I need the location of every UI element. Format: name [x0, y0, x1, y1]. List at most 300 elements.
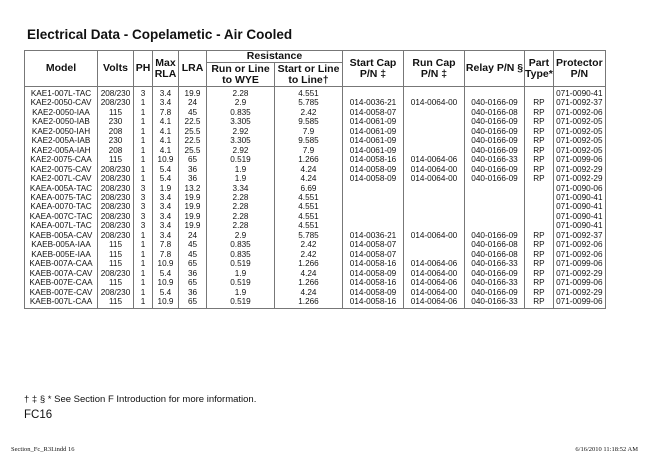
- cell-run-cap: [404, 212, 465, 221]
- cell-protector: 071-0092-05: [553, 146, 605, 155]
- table-row: [25, 108, 606, 117]
- cell-lra: 22.5: [179, 117, 207, 126]
- cell-run-resistance: 3.34: [207, 184, 275, 193]
- cell-lra: 65: [179, 297, 207, 309]
- cell-start-resistance: 4.551: [275, 212, 343, 221]
- cell-run-cap: [404, 193, 465, 202]
- table-row: [25, 136, 606, 145]
- cell-start-resistance: 1.266: [275, 278, 343, 287]
- cell-part-type: RP: [525, 297, 554, 309]
- cell-max-rla: 3.4: [153, 212, 179, 221]
- cell-lra: 65: [179, 278, 207, 287]
- cell-volts: 115: [98, 278, 134, 287]
- cell-max-rla: 4.1: [153, 117, 179, 126]
- cell-relay: 040-0166-33: [465, 278, 525, 287]
- page-title: Electrical Data - Copelametic - Air Cooled: [27, 27, 293, 42]
- cell-run-cap: [404, 202, 465, 211]
- cell-model: KAEB-005E-IAA: [25, 250, 98, 259]
- col-header-relay: Relay P/N §: [465, 51, 525, 87]
- cell-model: KAEB-005A-CAV: [25, 231, 98, 240]
- cell-lra: 19.9: [179, 193, 207, 202]
- cell-protector: 071-0099-06: [553, 259, 605, 268]
- cell-max-rla: 3.4: [153, 87, 179, 99]
- cell-run-resistance: 2.92: [207, 146, 275, 155]
- cell-lra: 36: [179, 165, 207, 174]
- cell-lra: 22.5: [179, 136, 207, 145]
- cell-run-cap: [404, 146, 465, 155]
- cell-model: KAEB-007E-CAV: [25, 288, 98, 297]
- cell-ph: 1: [134, 297, 153, 309]
- cell-ph: 3: [134, 87, 153, 99]
- cell-max-rla: 3.4: [153, 98, 179, 107]
- cell-lra: 36: [179, 174, 207, 183]
- cell-ph: 1: [134, 278, 153, 287]
- cell-protector: 071-0099-06: [553, 278, 605, 287]
- cell-start-cap: [343, 87, 404, 99]
- cell-relay: 040-0166-09: [465, 269, 525, 278]
- cell-start-cap: 014-0058-09: [343, 288, 404, 297]
- cell-run-cap: 014-0064-00: [404, 98, 465, 107]
- cell-start-cap: 014-0061-09: [343, 136, 404, 145]
- cell-max-rla: 3.4: [153, 221, 179, 230]
- print-footer-timestamp: 6/16/2010 11:18:52 AM: [575, 446, 638, 453]
- cell-max-rla: 5.4: [153, 288, 179, 297]
- cell-part-type: RP: [525, 174, 554, 183]
- cell-volts: 230: [98, 117, 134, 126]
- cell-run-cap: 014-0064-06: [404, 155, 465, 164]
- cell-start-cap: 014-0058-07: [343, 250, 404, 259]
- cell-part-type: RP: [525, 108, 554, 117]
- cell-model: KAEB-007A-CAV: [25, 269, 98, 278]
- cell-start-cap: 014-0036-21: [343, 231, 404, 240]
- cell-run-cap: 014-0064-00: [404, 231, 465, 240]
- cell-part-type: RP: [525, 231, 554, 240]
- col-header-max-rla: Max RLA: [153, 51, 179, 87]
- cell-protector: 071-0090-41: [553, 193, 605, 202]
- table-row: [25, 221, 606, 230]
- cell-lra: 19.9: [179, 212, 207, 221]
- cell-model: KAE1-007L-TAC: [25, 87, 98, 99]
- col-header-part-type: Part Type*: [525, 51, 554, 87]
- cell-start-cap: [343, 212, 404, 221]
- cell-start-resistance: 1.266: [275, 155, 343, 164]
- cell-relay: [465, 202, 525, 211]
- cell-run-cap: 014-0064-06: [404, 297, 465, 309]
- cell-ph: 1: [134, 240, 153, 249]
- cell-part-type: RP: [525, 288, 554, 297]
- cell-max-rla: 4.1: [153, 146, 179, 155]
- cell-volts: 208/230: [98, 184, 134, 193]
- cell-relay: 040-0166-33: [465, 297, 525, 309]
- cell-max-rla: 10.9: [153, 297, 179, 309]
- cell-run-resistance: 3.305: [207, 117, 275, 126]
- cell-protector: 071-0092-29: [553, 174, 605, 183]
- cell-protector: 071-0092-37: [553, 98, 605, 107]
- col-header-run-cap: Run Cap P/N ‡: [404, 51, 465, 87]
- cell-run-resistance: 0.835: [207, 240, 275, 249]
- cell-ph: 1: [134, 165, 153, 174]
- cell-relay: [465, 221, 525, 230]
- cell-relay: 040-0166-09: [465, 146, 525, 155]
- cell-run-cap: 014-0064-00: [404, 269, 465, 278]
- cell-run-resistance: 0.519: [207, 259, 275, 268]
- cell-part-type: RP: [525, 250, 554, 259]
- cell-max-rla: 3.4: [153, 231, 179, 240]
- cell-part-type: RP: [525, 117, 554, 126]
- cell-relay: 040-0166-09: [465, 174, 525, 183]
- cell-relay: 040-0166-09: [465, 117, 525, 126]
- cell-ph: 3: [134, 193, 153, 202]
- cell-ph: 1: [134, 98, 153, 107]
- cell-volts: 115: [98, 250, 134, 259]
- cell-protector: 071-0099-06: [553, 155, 605, 164]
- table-row: [25, 98, 606, 107]
- cell-model: KAEA-007C-TAC: [25, 212, 98, 221]
- cell-protector: 071-0092-05: [553, 117, 605, 126]
- cell-volts: 208/230: [98, 269, 134, 278]
- cell-volts: 115: [98, 297, 134, 309]
- cell-protector: 071-0092-06: [553, 108, 605, 117]
- cell-lra: 36: [179, 269, 207, 278]
- cell-ph: 1: [134, 155, 153, 164]
- cell-volts: 115: [98, 259, 134, 268]
- cell-max-rla: 1.9: [153, 184, 179, 193]
- cell-start-resistance: 2.42: [275, 240, 343, 249]
- cell-run-resistance: 0.519: [207, 155, 275, 164]
- cell-start-resistance: 4.551: [275, 202, 343, 211]
- cell-lra: 24: [179, 98, 207, 107]
- cell-run-resistance: 0.519: [207, 278, 275, 287]
- cell-model: KAEB-007L-CAA: [25, 297, 98, 309]
- table-row: [25, 165, 606, 174]
- cell-run-cap: [404, 184, 465, 193]
- cell-run-resistance: 3.305: [207, 136, 275, 145]
- cell-part-type: RP: [525, 278, 554, 287]
- cell-max-rla: 7.8: [153, 250, 179, 259]
- cell-protector: 071-0092-29: [553, 165, 605, 174]
- cell-run-resistance: 2.28: [207, 193, 275, 202]
- cell-relay: [465, 212, 525, 221]
- cell-relay: 040-0166-08: [465, 250, 525, 259]
- cell-start-cap: [343, 221, 404, 230]
- cell-relay: 040-0166-09: [465, 127, 525, 136]
- cell-run-cap: 014-0064-00: [404, 165, 465, 174]
- cell-run-cap: 014-0064-00: [404, 174, 465, 183]
- cell-protector: 071-0090-41: [553, 87, 605, 99]
- cell-ph: 3: [134, 212, 153, 221]
- cell-ph: 1: [134, 288, 153, 297]
- cell-max-rla: 7.8: [153, 240, 179, 249]
- cell-relay: 040-0166-33: [465, 155, 525, 164]
- cell-lra: 19.9: [179, 221, 207, 230]
- cell-lra: 65: [179, 155, 207, 164]
- table-body: [25, 87, 606, 309]
- cell-protector: 071-0092-05: [553, 136, 605, 145]
- cell-start-resistance: 9.585: [275, 117, 343, 126]
- table-row: [25, 117, 606, 126]
- cell-start-resistance: 5.785: [275, 231, 343, 240]
- cell-start-cap: [343, 193, 404, 202]
- cell-volts: 208: [98, 146, 134, 155]
- cell-run-cap: [404, 221, 465, 230]
- cell-protector: 071-0092-05: [553, 127, 605, 136]
- print-footer-file: Section_Fc_R3I.indd 16: [11, 446, 75, 453]
- cell-run-cap: [404, 127, 465, 136]
- cell-start-cap: 014-0061-09: [343, 127, 404, 136]
- cell-start-resistance: 4.551: [275, 193, 343, 202]
- table-row: [25, 155, 606, 164]
- cell-model: KAE2-0050-IAH: [25, 127, 98, 136]
- cell-start-resistance: 4.24: [275, 174, 343, 183]
- cell-volts: 208/230: [98, 212, 134, 221]
- cell-relay: 040-0166-08: [465, 240, 525, 249]
- cell-protector: 071-0090-41: [553, 212, 605, 221]
- cell-max-rla: 10.9: [153, 278, 179, 287]
- cell-model: KAE2-007L-CAV: [25, 174, 98, 183]
- cell-max-rla: 7.8: [153, 108, 179, 117]
- cell-start-cap: [343, 202, 404, 211]
- cell-part-type: RP: [525, 127, 554, 136]
- footnote: † ‡ § * See Section F Introduction for more information.: [24, 394, 257, 405]
- table-row: [25, 202, 606, 211]
- cell-part-type: RP: [525, 136, 554, 145]
- cell-model: KAE2-0050-IAB: [25, 117, 98, 126]
- cell-lra: 13.2: [179, 184, 207, 193]
- cell-start-resistance: 9.585: [275, 136, 343, 145]
- cell-lra: 19.9: [179, 202, 207, 211]
- cell-start-cap: 014-0058-07: [343, 108, 404, 117]
- cell-protector: 071-0092-06: [553, 250, 605, 259]
- cell-run-resistance: 0.519: [207, 297, 275, 309]
- cell-part-type: [525, 184, 554, 193]
- cell-volts: 208/230: [98, 193, 134, 202]
- cell-start-cap: 014-0058-09: [343, 165, 404, 174]
- cell-run-resistance: 1.9: [207, 288, 275, 297]
- table-row: [25, 231, 606, 240]
- cell-start-cap: 014-0058-07: [343, 240, 404, 249]
- cell-protector: 071-0092-29: [553, 269, 605, 278]
- cell-max-rla: 10.9: [153, 259, 179, 268]
- col-header-run-or-line-to-wye: Run or Line to WYE: [207, 63, 275, 87]
- cell-lra: 36: [179, 288, 207, 297]
- cell-run-cap: [404, 240, 465, 249]
- table-row: [25, 212, 606, 221]
- cell-run-cap: [404, 117, 465, 126]
- cell-ph: 1: [134, 127, 153, 136]
- cell-part-type: [525, 212, 554, 221]
- cell-max-rla: 10.9: [153, 155, 179, 164]
- cell-ph: 3: [134, 184, 153, 193]
- cell-model: KAE2-0050-IAA: [25, 108, 98, 117]
- cell-start-cap: 014-0061-09: [343, 117, 404, 126]
- cell-start-resistance: 7.9: [275, 127, 343, 136]
- cell-ph: 3: [134, 221, 153, 230]
- cell-protector: 071-0099-06: [553, 297, 605, 309]
- cell-start-resistance: 4.551: [275, 87, 343, 99]
- cell-start-cap: 014-0058-16: [343, 278, 404, 287]
- cell-max-rla: 5.4: [153, 174, 179, 183]
- cell-run-resistance: 0.835: [207, 108, 275, 117]
- cell-run-resistance: 2.28: [207, 221, 275, 230]
- cell-part-type: RP: [525, 98, 554, 107]
- cell-run-cap: [404, 136, 465, 145]
- cell-part-type: RP: [525, 259, 554, 268]
- cell-model: KAEB-007E-CAA: [25, 278, 98, 287]
- cell-relay: 040-0166-09: [465, 231, 525, 240]
- cell-start-cap: 014-0058-16: [343, 297, 404, 309]
- cell-volts: 208/230: [98, 221, 134, 230]
- col-header-volts: Volts: [98, 51, 134, 87]
- cell-ph: 1: [134, 231, 153, 240]
- cell-lra: 45: [179, 240, 207, 249]
- cell-volts: 208/230: [98, 231, 134, 240]
- cell-start-resistance: 4.551: [275, 221, 343, 230]
- cell-ph: 1: [134, 259, 153, 268]
- cell-model: KAEA-0075-TAC: [25, 193, 98, 202]
- cell-protector: 071-0090-41: [553, 221, 605, 230]
- cell-model: KAE2-0075-CAV: [25, 165, 98, 174]
- cell-part-type: RP: [525, 240, 554, 249]
- cell-start-cap: 014-0058-09: [343, 174, 404, 183]
- table-row: [25, 240, 606, 249]
- table-row: [25, 297, 606, 309]
- cell-volts: 115: [98, 108, 134, 117]
- table-row: [25, 184, 606, 193]
- cell-model: KAE2-005A-IAH: [25, 146, 98, 155]
- col-header-lra: LRA: [179, 51, 207, 87]
- cell-lra: 19.9: [179, 87, 207, 99]
- cell-lra: 65: [179, 259, 207, 268]
- electrical-data-table: [24, 50, 606, 309]
- cell-part-type: RP: [525, 165, 554, 174]
- cell-protector: 071-0092-29: [553, 288, 605, 297]
- cell-start-resistance: 1.266: [275, 259, 343, 268]
- cell-lra: 45: [179, 250, 207, 259]
- cell-run-resistance: 2.28: [207, 212, 275, 221]
- cell-run-resistance: 1.9: [207, 165, 275, 174]
- cell-start-cap: 014-0061-09: [343, 146, 404, 155]
- cell-run-cap: [404, 108, 465, 117]
- cell-part-type: RP: [525, 155, 554, 164]
- cell-model: KAEA-005A-TAC: [25, 184, 98, 193]
- table-row: [25, 146, 606, 155]
- cell-run-resistance: 2.9: [207, 231, 275, 240]
- cell-ph: 1: [134, 136, 153, 145]
- cell-protector: 071-0090-41: [553, 202, 605, 211]
- cell-relay: 040-0166-33: [465, 259, 525, 268]
- cell-max-rla: 4.1: [153, 127, 179, 136]
- cell-ph: 1: [134, 146, 153, 155]
- cell-run-resistance: 1.9: [207, 269, 275, 278]
- cell-start-cap: 014-0058-16: [343, 259, 404, 268]
- cell-run-cap: 014-0064-00: [404, 288, 465, 297]
- cell-max-rla: 3.4: [153, 193, 179, 202]
- cell-relay: 040-0166-09: [465, 136, 525, 145]
- cell-part-type: [525, 193, 554, 202]
- cell-ph: 1: [134, 269, 153, 278]
- table-row: [25, 174, 606, 183]
- cell-ph: 1: [134, 174, 153, 183]
- cell-relay: 040-0166-08: [465, 108, 525, 117]
- cell-lra: 25.5: [179, 127, 207, 136]
- cell-lra: 24: [179, 231, 207, 240]
- cell-ph: 3: [134, 202, 153, 211]
- table-row: [25, 127, 606, 136]
- cell-protector: 071-0092-37: [553, 231, 605, 240]
- cell-run-cap: [404, 87, 465, 99]
- table-row: [25, 193, 606, 202]
- cell-run-resistance: 0.835: [207, 250, 275, 259]
- cell-max-rla: 5.4: [153, 165, 179, 174]
- cell-start-resistance: 4.24: [275, 269, 343, 278]
- cell-model: KAEA-0070-TAC: [25, 202, 98, 211]
- cell-lra: 25.5: [179, 146, 207, 155]
- cell-start-cap: [343, 184, 404, 193]
- cell-protector: 071-0092-06: [553, 240, 605, 249]
- cell-run-resistance: 2.28: [207, 87, 275, 99]
- cell-volts: 208/230: [98, 87, 134, 99]
- cell-run-resistance: 2.9: [207, 98, 275, 107]
- cell-volts: 208/230: [98, 288, 134, 297]
- cell-volts: 208: [98, 127, 134, 136]
- cell-run-resistance: 2.28: [207, 202, 275, 211]
- cell-model: KAE2-005A-IAB: [25, 136, 98, 145]
- cell-volts: 230: [98, 136, 134, 145]
- cell-start-cap: 014-0058-09: [343, 269, 404, 278]
- cell-start-resistance: 5.785: [275, 98, 343, 107]
- cell-start-resistance: 2.42: [275, 108, 343, 117]
- cell-volts: 208/230: [98, 98, 134, 107]
- table-row: [25, 87, 606, 99]
- cell-relay: [465, 87, 525, 99]
- cell-run-cap: 014-0064-06: [404, 278, 465, 287]
- cell-max-rla: 5.4: [153, 269, 179, 278]
- cell-model: KAEB-007A-CAA: [25, 259, 98, 268]
- cell-part-type: [525, 87, 554, 99]
- cell-run-resistance: 2.92: [207, 127, 275, 136]
- col-header-start-cap: Start Cap P/N ‡: [343, 51, 404, 87]
- table-row: [25, 278, 606, 287]
- cell-relay: 040-0166-09: [465, 165, 525, 174]
- cell-start-resistance: 4.24: [275, 165, 343, 174]
- cell-lra: 45: [179, 108, 207, 117]
- cell-protector: 071-0090-06: [553, 184, 605, 193]
- cell-model: KAEA-007L-TAC: [25, 221, 98, 230]
- cell-start-resistance: 6.69: [275, 184, 343, 193]
- table-row: [25, 269, 606, 278]
- cell-volts: 115: [98, 155, 134, 164]
- cell-relay: [465, 193, 525, 202]
- cell-part-type: [525, 221, 554, 230]
- cell-start-resistance: 1.266: [275, 297, 343, 309]
- cell-start-resistance: 4.24: [275, 288, 343, 297]
- cell-run-resistance: 1.9: [207, 174, 275, 183]
- cell-volts: 208/230: [98, 202, 134, 211]
- cell-ph: 1: [134, 250, 153, 259]
- page-code: FC16: [24, 409, 53, 421]
- cell-max-rla: 3.4: [153, 202, 179, 211]
- cell-relay: [465, 184, 525, 193]
- cell-relay: 040-0166-09: [465, 288, 525, 297]
- col-header-resistance: Resistance: [207, 51, 343, 63]
- cell-start-cap: 014-0036-21: [343, 98, 404, 107]
- cell-max-rla: 4.1: [153, 136, 179, 145]
- cell-ph: 1: [134, 108, 153, 117]
- cell-part-type: RP: [525, 269, 554, 278]
- col-header-protector: Protector P/N: [553, 51, 605, 87]
- cell-model: KAE2-0050-CAV: [25, 98, 98, 107]
- table-row: [25, 250, 606, 259]
